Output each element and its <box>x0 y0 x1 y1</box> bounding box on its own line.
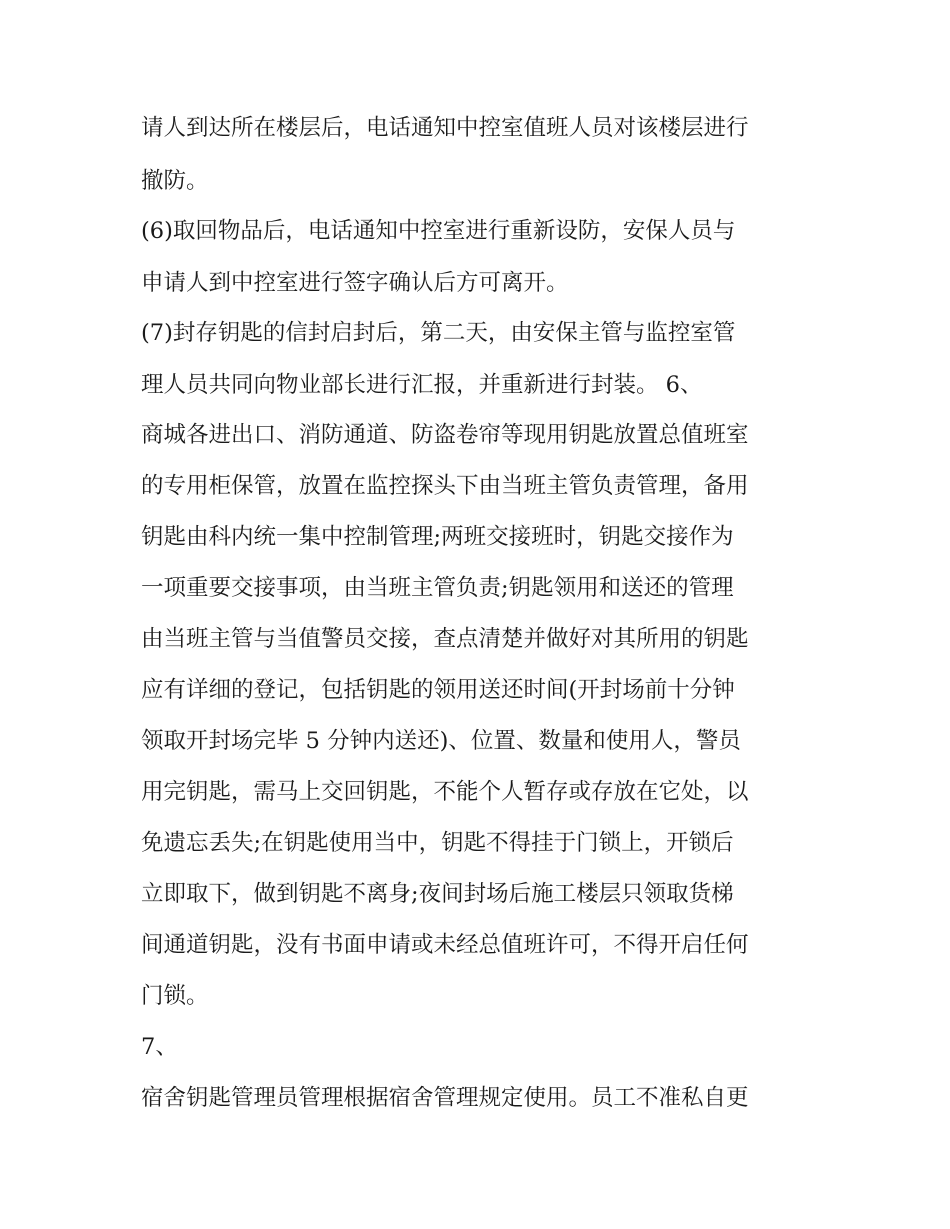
text-line: 的专用柜保管，放置在监控探头下由当班主管负责管理，备用 <box>141 473 749 499</box>
text-line: 宿舍钥匙管理员管理根据宿舍管理规定使用。员工不准私自更 <box>141 1085 749 1111</box>
text-line: 门锁。 <box>141 983 209 1009</box>
text-line: 商城各进出口、消防通道、防盗卷帘等现用钥匙放置总值班室 <box>141 422 749 448</box>
text-line: 申请人到中控室进行签字确认后方可离开。 <box>141 270 569 296</box>
text-line: 请人到达所在楼层后，电话通知中控室值班人员对该楼层进行 <box>141 115 749 141</box>
text-line: 7、 <box>141 1034 178 1060</box>
text-line: 免遗忘丢失;在钥匙使用当中，钥匙不得挂于门锁上，开锁后 <box>141 830 734 856</box>
text-line: 撤防。 <box>141 168 209 194</box>
text-line: (6)取回物品后，电话通知中控室进行重新设防，安保人员与 <box>141 218 736 244</box>
text-line: 用完钥匙，需马上交回钥匙，不能个人暂存或存放在它处，以 <box>141 779 749 805</box>
text-line: 一项重要交接事项，由当班主管负责;钥匙领用和送还的管理 <box>141 575 734 601</box>
text-line: 由当班主管与当值警员交接，查点清楚并做好对其所用的钥匙 <box>141 626 749 652</box>
text-line: 理人员共同向物业部长进行汇报，并重新进行封装。 6、 <box>141 372 703 398</box>
text-line: 应有详细的登记，包括钥匙的领用送还时间(开封场前十分钟 <box>141 677 735 703</box>
text-line: 间通道钥匙，没有书面申请或未经总值班许可，不得开启任何 <box>141 932 749 958</box>
text-line: 立即取下，做到钥匙不离身;夜间封场后施工楼层只领取货梯 <box>141 881 734 907</box>
text-line: 领取开封场完毕 5 分钟内送还)、位置、数量和使用人，警员 <box>141 728 741 754</box>
text-line: 钥匙由科内统一集中控制管理;两班交接班时，钥匙交接作为 <box>141 524 734 550</box>
text-line: (7)封存钥匙的信封启封后，第二天，由安保主管与监控室管 <box>141 320 736 346</box>
